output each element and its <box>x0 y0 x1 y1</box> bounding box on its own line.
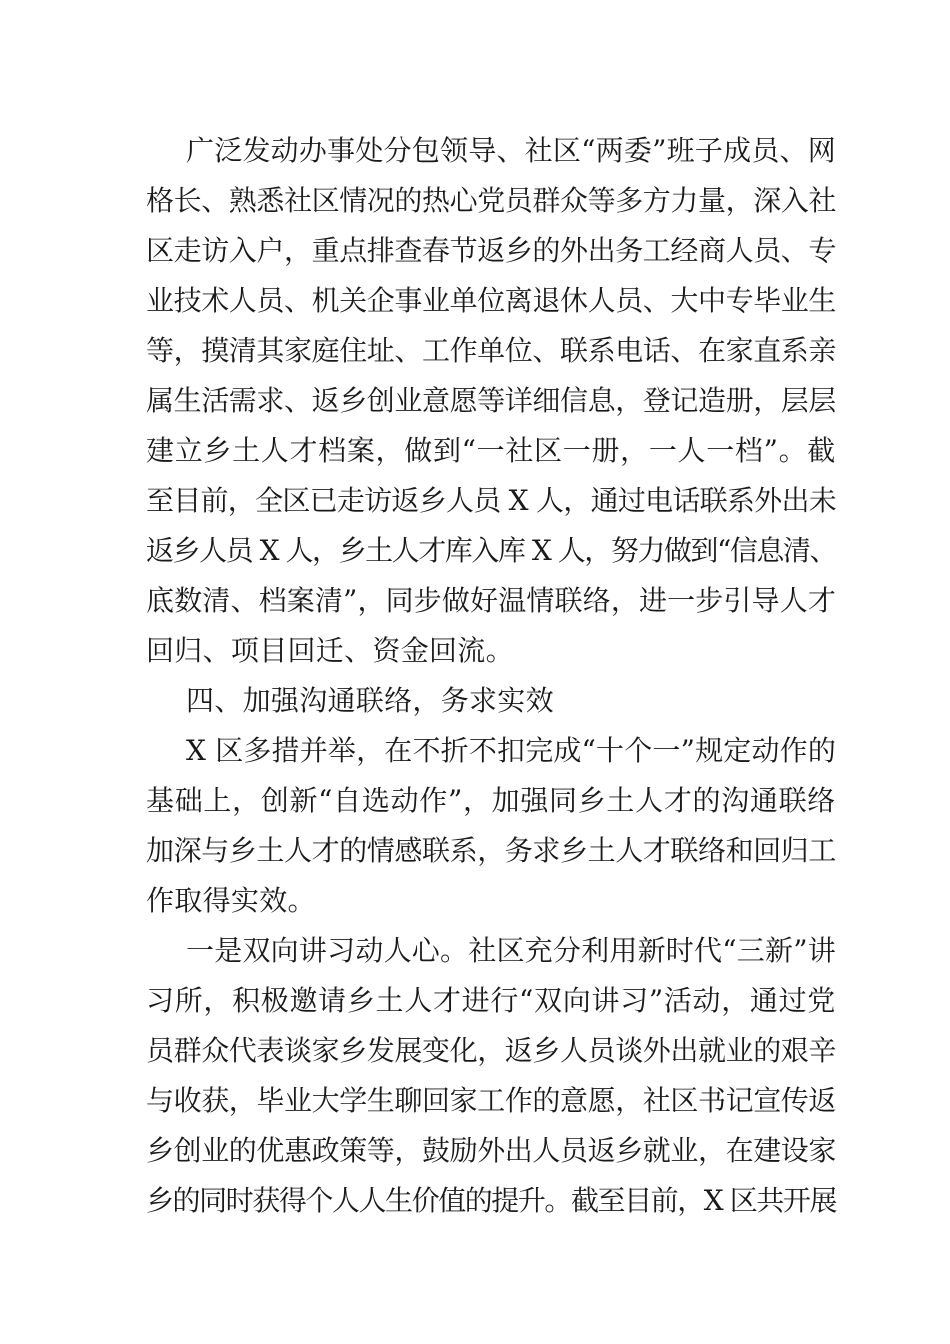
paragraph-line: X 区多措并举，在不折不扣完成“十个一”规定动作的 <box>186 734 836 767</box>
paragraph-line: 至目前，全区已走访返乡人员 X 人，通过电话联系外出未 <box>146 484 836 517</box>
paragraph-line: 广泛发动办事处分包领导、社区“两委”班子成员、网 <box>186 134 836 167</box>
paragraph-line: 习所，积极邀请乡土人才进行“双向讲习”活动，通过党 <box>146 984 836 1017</box>
paragraph-line: 乡创业的优惠政策等，鼓励外出人员返乡就业，在建设家 <box>146 1134 836 1167</box>
paragraph-line: 与收获，毕业大学生聊回家工作的意愿，社区书记宣传返 <box>146 1084 836 1117</box>
paragraph-line: 加深与乡土人才的情感联系，务求乡土人才联络和回归工 <box>146 834 836 867</box>
paragraph-line: 属生活需求、返乡创业意愿等详细信息，登记造册，层层 <box>146 384 836 417</box>
paragraph-line: 格长、熟悉社区情况的热心党员群众等多方力量，深入社 <box>146 184 836 217</box>
paragraph-line: 乡的同时获得个人人生价值的提升。截至目前，X 区共开展 <box>146 1184 836 1217</box>
paragraph-line: 基础上，创新“自选动作”，加强同乡土人才的沟通联络 <box>146 784 836 817</box>
section-heading: 四、加强沟通联络，务求实效 <box>186 684 554 717</box>
paragraph-line: 业技术人员、机关企事业单位离退休人员、大中专毕业生 <box>146 284 836 317</box>
paragraph-line: 一是双向讲习动人心。社区充分利用新时代“三新”讲 <box>186 934 836 967</box>
paragraph-line: 等，摸清其家庭住址、工作单位、联系电话、在家直系亲 <box>146 334 836 367</box>
paragraph-line: 区走访入户，重点排查春节返乡的外出务工经商人员、专 <box>146 234 836 267</box>
paragraph-line: 作取得实效。 <box>146 884 316 917</box>
paragraph-line: 返乡人员 X 人，乡土人才库入库 X 人，努力做到“信息清、 <box>146 534 836 567</box>
paragraph-line: 员群众代表谈家乡发展变化，返乡人员谈外出就业的艰辛 <box>146 1034 836 1067</box>
paragraph-line: 底数清、档案清”，同步做好温情联络，进一步引导人才 <box>146 584 836 617</box>
paragraph-line: 建立乡土人才档案，做到“一社区一册，一人一档”。截 <box>146 434 836 467</box>
paragraph-line: 回归、项目回迁、资金回流。 <box>146 634 514 667</box>
